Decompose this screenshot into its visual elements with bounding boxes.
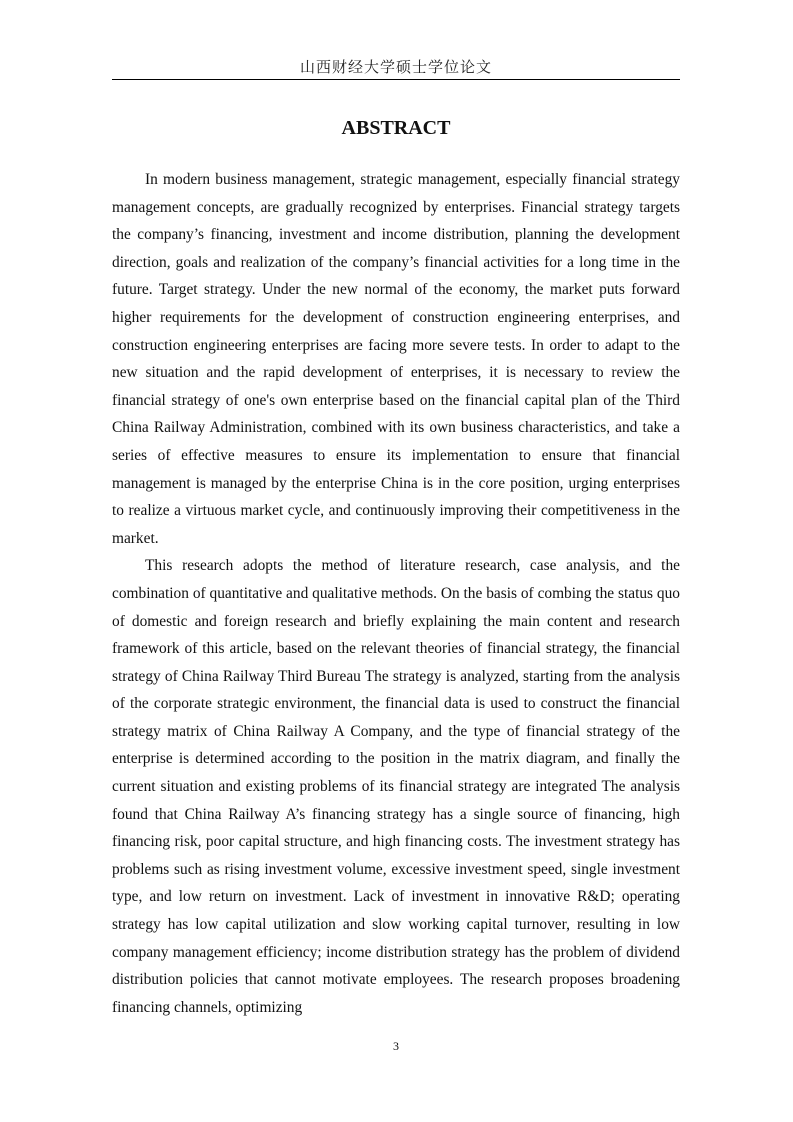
header-rule bbox=[112, 79, 680, 80]
abstract-paragraph-1: In modern business management, strategic management, especially financial strategy management concepts, are gradually recognized by enterprises. Financial strategy targets the company’s financing, investment and income distribution, planning the development direction, goals and realization of the company’s financial activities for a long time in the future. Target strategy. Under the new normal of the economy, the market puts forward higher requirements for the development of construction engineering enterprises, and construction engineering enterprises are facing more severe tests. In order to adapt to the new situation and the rapid development of enterprises, it is necessary to review the financial strategy of one's own enterprise based on the financial capital plan of the Third China Railway Administration, combined with its own business characteristics, and take a series of effective measures to ensure its implementation to ensure that financial management is managed by the enterprise China is in the core position, urging enterprises to realize a virtuous market cycle, and continuously improving their competitiveness in the market. bbox=[112, 171, 680, 547]
abstract-body bbox=[112, 166, 680, 1021]
page-number: 3 bbox=[393, 1039, 399, 1053]
running-header: 山西财经大学硕士学位论文 bbox=[299, 60, 492, 76]
abstract-title: ABSTRACT bbox=[341, 117, 451, 139]
abstract-paragraph-2: This research adopts the method of literature research, case analysis, and the combination of quantitative and qualitative methods. On the basis of combing the status quo of domestic and foreign research and briefly explaining the main content and research framework of this article, based on the relevant theories of financial strategy, the financial strategy of China Railway Third Bureau The strategy is analyzed, starting from the analysis of the corporate strategic environment, the financial data is used to construct the financial strategy matrix of China Railway A Company, and the type of financial strategy of the enterprise is determined according to the position in the matrix diagram, and finally the current situation and existing problems of its financial strategy are integrated The analysis found that China Railway A’s financing strategy has a single source of financing, high financing risk, poor capital structure, and high financing costs. The investment strategy has problems such as rising investment volume, excessive investment speed, single investment type, and low return on investment. Lack of investment in innovative R&D; operating strategy has low capital utilization and slow working capital turnover, resulting in low company management efficiency; income distribution strategy has the problem of dividend distribution policies that cannot motivate employees. The research proposes broadening financing channels, optimizing bbox=[112, 557, 680, 1016]
